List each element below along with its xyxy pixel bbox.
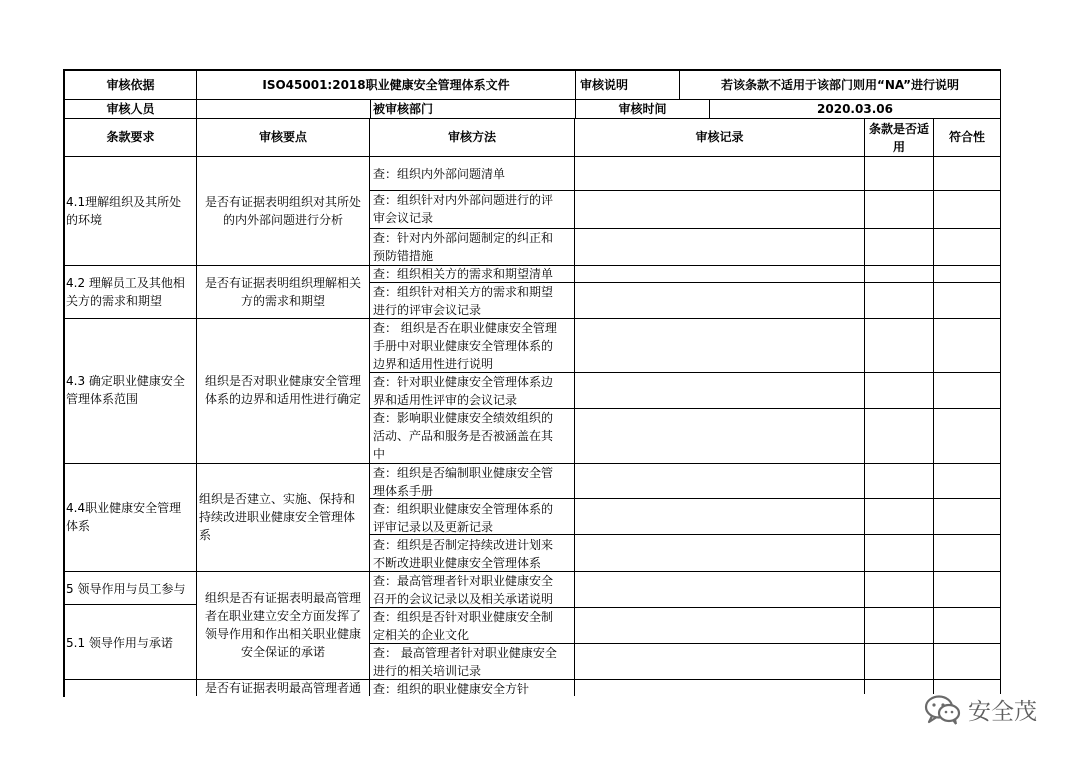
audit-point-4-4: 持续改进职业健康安全管理体 bbox=[199, 510, 356, 524]
col-line bbox=[369, 118, 370, 696]
clause-5: 5 领导作用与员工参与 bbox=[66, 582, 186, 596]
col-header-method: 审核方法 bbox=[447, 130, 496, 144]
dept-label: 被审核部门 bbox=[373, 102, 434, 116]
audit-point-4-4: 系 bbox=[199, 528, 212, 542]
method-line bbox=[369, 498, 1001, 499]
col-header-point: 审核要点 bbox=[258, 130, 307, 144]
audit-point-4-4: 组织是否建立、实施、保持和 bbox=[199, 492, 356, 506]
audit-method: 查：组织是否编制职业健康安全管 bbox=[373, 466, 554, 480]
audit-method: 审会议记录 bbox=[373, 211, 434, 225]
audit-method: 边界和适用性进行说明 bbox=[373, 357, 494, 371]
audit-method: 查：组织相关方的需求和期望清单 bbox=[373, 267, 554, 281]
border-top bbox=[63, 69, 1001, 71]
audit-point-5-1: 领导作用和作出相关职业健康 bbox=[204, 627, 361, 641]
audit-method: 手册中对职业健康安全管理体系的 bbox=[373, 339, 554, 353]
audit-point-4-1: 是否有证据表明组织对其所处 bbox=[204, 195, 361, 209]
audit-method: 进行的评审会议记录 bbox=[373, 303, 482, 317]
note-label: 审核说明 bbox=[580, 78, 629, 92]
audit-method: 查：组织的职业健康安全方针 bbox=[373, 682, 530, 696]
audit-point-5-1: 组织是否有证据表明最高管理 bbox=[204, 591, 361, 605]
col-header-clause: 条款要求 bbox=[106, 130, 155, 144]
audit-method: 查：组织是否针对职业健康安全制 bbox=[373, 610, 554, 624]
audit-method: 查：组织内外部问题清单 bbox=[373, 167, 506, 181]
col-header-compliance: 符合性 bbox=[948, 130, 985, 144]
audit-point-5-1: 者在职业建立安全方面发挥了 bbox=[204, 609, 361, 623]
audit-point-5-2: 是否有证据表明最高管理者通 bbox=[204, 681, 361, 695]
time-label: 审核时间 bbox=[618, 102, 667, 116]
clause-split-line bbox=[63, 604, 197, 605]
watermark bbox=[924, 694, 1037, 730]
audit-method: 活动、产品和服务是否被涵盖在其 bbox=[373, 429, 554, 443]
col-header-record: 审核记录 bbox=[695, 130, 744, 144]
audit-method: 定相关的企业文化 bbox=[373, 628, 470, 642]
audit-method: 不断改进职业健康安全管理体系 bbox=[373, 556, 542, 570]
audit-point-4-3: 组织是否对职业健康安全管理 bbox=[204, 374, 361, 388]
audit-method: 召开的会议记录以及相关承诺说明 bbox=[373, 592, 554, 606]
col-header-applicable: 条款是否适 bbox=[868, 122, 929, 136]
clause-4-4: 体系 bbox=[66, 519, 91, 533]
audit-method: 进行的相关培训记录 bbox=[373, 664, 482, 678]
col-line bbox=[370, 99, 371, 119]
audit-method: 查：针对内外部问题制定的纠正和 bbox=[373, 231, 554, 245]
clause-4-4: 4.4职业健康安全管理 bbox=[66, 501, 182, 515]
auditor-label: 审核人员 bbox=[106, 102, 155, 116]
row-line bbox=[63, 118, 1001, 119]
audit-point-5-1: 安全保证的承诺 bbox=[240, 645, 325, 659]
audit-method: 查：最高管理者针对职业健康安全 bbox=[373, 574, 554, 588]
note-value: 若该条款不适用于该部门则用“NA”进行说明 bbox=[720, 78, 959, 92]
audit-point-4-2: 是否有证据表明组织理解相关 bbox=[204, 276, 361, 290]
watermark-text: 安全茂 bbox=[968, 699, 1037, 725]
clause-4-1: 的环境 bbox=[66, 213, 103, 227]
audit-method: 查：组织是否制定持续改进计划来 bbox=[373, 538, 554, 552]
audit-method: 查：组织职业健康安全管理体系的 bbox=[373, 502, 554, 516]
basis-value: ISO45001:2018职业健康安全管理体系文件 bbox=[262, 78, 510, 92]
audit-method: 评审记录以及更新记录 bbox=[373, 520, 494, 534]
audit-point-4-2: 方的需求和期望 bbox=[240, 294, 325, 308]
audit-method: 预防错措施 bbox=[373, 249, 434, 263]
border-right bbox=[1000, 69, 1001, 694]
clause-4-3: 管理体系范围 bbox=[66, 392, 139, 406]
audit-point-4-3: 体系的边界和适用性进行确定 bbox=[204, 392, 361, 406]
audit-method: 查：组织针对相关方的需求和期望 bbox=[373, 285, 554, 299]
row-line bbox=[63, 156, 1001, 157]
audit-point-4-1: 的内外部问题进行分析 bbox=[222, 213, 343, 227]
audit-method: 中 bbox=[373, 447, 386, 461]
clause-4-1: 4.1理解组织及其所处 bbox=[66, 195, 182, 209]
audit-method: 查：组织针对内外部问题进行的评 bbox=[373, 193, 554, 207]
basis-label: 审核依据 bbox=[106, 78, 155, 92]
clause-5-1: 5.1 领导作用与承诺 bbox=[66, 636, 173, 650]
wechat-icon bbox=[924, 694, 962, 730]
time-value: 2020.03.06 bbox=[817, 102, 893, 116]
audit-method: 查：针对职业健康安全管理体系边 bbox=[373, 375, 554, 389]
col-line bbox=[574, 118, 575, 696]
clause-4-3: 4.3 确定职业健康安全 bbox=[66, 374, 185, 388]
clause-4-2: 4.2 理解员工及其他相 bbox=[66, 276, 185, 290]
audit-method: 查： 组织是否在职业健康安全管理 bbox=[373, 321, 557, 335]
border-left bbox=[63, 69, 65, 697]
audit-method: 查： 最高管理者针对职业健康安全 bbox=[373, 646, 557, 660]
audit-method: 界和适用性评审的会议记录 bbox=[373, 393, 518, 407]
audit-method: 查：影响职业健康安全绩效组织的 bbox=[373, 411, 554, 425]
col-header-applicable-2: 用 bbox=[892, 140, 905, 154]
clause-4-2: 关方的需求和期望 bbox=[66, 294, 163, 308]
audit-method: 理体系手册 bbox=[373, 484, 434, 498]
